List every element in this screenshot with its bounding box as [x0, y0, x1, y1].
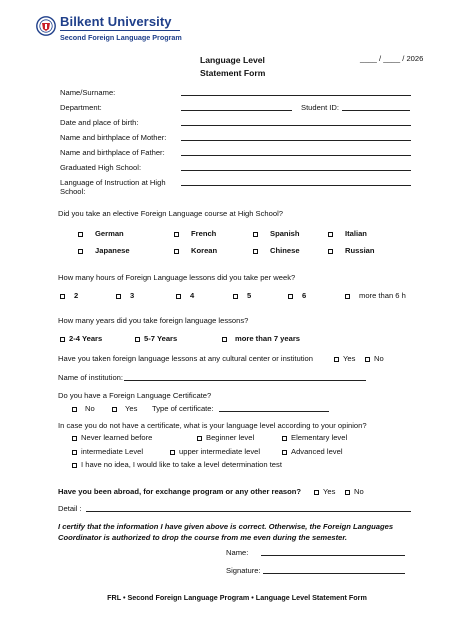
hours-3[interactable]: 3: [116, 291, 134, 300]
checkbox[interactable]: [60, 294, 65, 299]
date-field[interactable]: ____ / ____ / 2026: [360, 54, 424, 63]
checkbox[interactable]: [135, 337, 140, 342]
institution-label: Name of institution:: [58, 373, 123, 382]
checkbox[interactable]: [72, 407, 77, 412]
q4-yes[interactable]: Yes: [334, 354, 355, 363]
hours-more-than-6[interactable]: more than 6 h: [345, 291, 406, 300]
checkbox[interactable]: [174, 249, 179, 254]
option-russian[interactable]: Russian: [328, 246, 375, 255]
option-japanese[interactable]: Japanese: [78, 246, 130, 255]
mother-label: Name and birthplace of Mother:: [60, 133, 167, 142]
checkbox[interactable]: [334, 357, 339, 362]
student-id-field[interactable]: [342, 110, 410, 111]
instruction-field[interactable]: [181, 185, 411, 186]
hours-2[interactable]: 2: [60, 291, 78, 300]
form-title-line2: Statement Form: [200, 68, 266, 78]
checkbox[interactable]: [288, 294, 293, 299]
level-intermediate[interactable]: intermediate Level: [72, 447, 143, 456]
checkbox[interactable]: [60, 337, 65, 342]
department-field[interactable]: [181, 110, 292, 111]
level-no-idea[interactable]: I have no idea, I would like to take a level determination test: [72, 460, 282, 469]
instruction-label-1: Language of Instruction at High: [60, 178, 166, 187]
q5-no[interactable]: No: [72, 404, 95, 413]
university-logo: [36, 16, 56, 36]
checkbox[interactable]: [233, 294, 238, 299]
q5-question: Do you have a Foreign Language Certificate?: [58, 391, 212, 400]
high-school-label: Graduated High School:: [60, 163, 142, 172]
father-label: Name and birthplace of Father:: [60, 148, 165, 157]
father-field[interactable]: [181, 155, 411, 156]
checkbox[interactable]: [72, 450, 77, 455]
checkbox[interactable]: [174, 232, 179, 237]
institution-field[interactable]: [124, 380, 366, 381]
checkbox[interactable]: [345, 490, 350, 495]
level-advanced[interactable]: Advanced level: [282, 447, 343, 456]
q1-question: Did you take an elective Foreign Language course at High School?: [58, 209, 284, 218]
checkbox[interactable]: [112, 407, 117, 412]
checkbox[interactable]: [116, 294, 121, 299]
option-german[interactable]: German: [78, 229, 124, 238]
university-name: Bilkent University: [60, 14, 172, 29]
years-more-than-7[interactable]: more than 7 years: [222, 334, 300, 343]
name-field[interactable]: [181, 95, 411, 96]
q6-question: In case you do not have a certificate, what is your language level according to your opinion?: [58, 421, 367, 430]
certificate-type-field[interactable]: [219, 411, 329, 412]
checkbox[interactable]: [78, 232, 83, 237]
option-korean[interactable]: Korean: [174, 246, 217, 255]
page-footer: FRL • Second Foreign Language Program • Language Level Statement Form: [107, 593, 367, 602]
checkbox[interactable]: [282, 436, 287, 441]
checkbox[interactable]: [253, 232, 258, 237]
signature-name-label: Name:: [226, 548, 249, 557]
certificate-type-label: Type of certificate:: [152, 404, 214, 413]
checkbox[interactable]: [197, 436, 202, 441]
mother-field[interactable]: [181, 140, 411, 141]
years-2-4[interactable]: 2-4 Years: [60, 334, 102, 343]
option-italian[interactable]: Italian: [328, 229, 367, 238]
level-beginner[interactable]: Beginner level: [197, 433, 254, 442]
signature-field[interactable]: [263, 573, 405, 574]
signature-name-field[interactable]: [261, 555, 405, 556]
checkbox[interactable]: [222, 337, 227, 342]
checkbox[interactable]: [328, 232, 333, 237]
name-label: Name/Surname:: [60, 88, 116, 97]
q3-question: How many years did you take foreign language lessons?: [58, 316, 249, 325]
q7-no[interactable]: No: [345, 487, 364, 496]
signature-label: Signature:: [226, 566, 261, 575]
q7-question: Have you been abroad, for exchange program or any other reason?: [58, 487, 302, 496]
level-elementary[interactable]: Elementary level: [282, 433, 347, 442]
level-never-learned[interactable]: Never learned before: [72, 433, 152, 442]
detail-field[interactable]: [86, 511, 411, 512]
hours-5[interactable]: 5: [233, 291, 251, 300]
form-title-line1: Language Level: [200, 55, 265, 65]
option-spanish[interactable]: Spanish: [253, 229, 300, 238]
student-id-label: Student ID:: [301, 103, 339, 112]
q4-question: Have you taken foreign language lessons at any cultural center or institution: [58, 354, 313, 363]
checkbox[interactable]: [78, 249, 83, 254]
q7-yes[interactable]: Yes: [314, 487, 335, 496]
birth-field[interactable]: [181, 125, 411, 126]
checkbox[interactable]: [176, 294, 181, 299]
birth-label: Date and place of birth:: [60, 118, 139, 127]
high-school-field[interactable]: [181, 170, 411, 171]
checkbox[interactable]: [282, 450, 287, 455]
hours-6[interactable]: 6: [288, 291, 306, 300]
years-5-7[interactable]: 5-7 Years: [135, 334, 177, 343]
department-label: Department:: [60, 103, 102, 112]
detail-label: Detail :: [58, 504, 82, 513]
q5-yes[interactable]: Yes: [112, 404, 137, 413]
checkbox[interactable]: [328, 249, 333, 254]
q2-question: How many hours of Foreign Language lessons did you take per week?: [58, 273, 296, 282]
program-name: Second Foreign Language Program: [60, 33, 182, 42]
level-upper-intermediate[interactable]: upper intermediate level: [170, 447, 260, 456]
checkbox[interactable]: [72, 436, 77, 441]
checkbox[interactable]: [170, 450, 175, 455]
checkbox[interactable]: [253, 249, 258, 254]
option-french[interactable]: French: [174, 229, 216, 238]
header-divider: [60, 30, 180, 31]
q4-no[interactable]: No: [365, 354, 384, 363]
certification-statement: I certify that the information I have given above is correct. Otherwise, the Foreign Languages Coordinator is authorized to drop the course from me even during the semester.: [58, 522, 394, 542]
checkbox[interactable]: [72, 463, 77, 468]
hours-4[interactable]: 4: [176, 291, 194, 300]
option-chinese[interactable]: Chinese: [253, 246, 300, 255]
checkbox[interactable]: [345, 294, 350, 299]
checkbox[interactable]: [365, 357, 370, 362]
instruction-label-2: School:: [60, 187, 86, 196]
checkbox[interactable]: [314, 490, 319, 495]
